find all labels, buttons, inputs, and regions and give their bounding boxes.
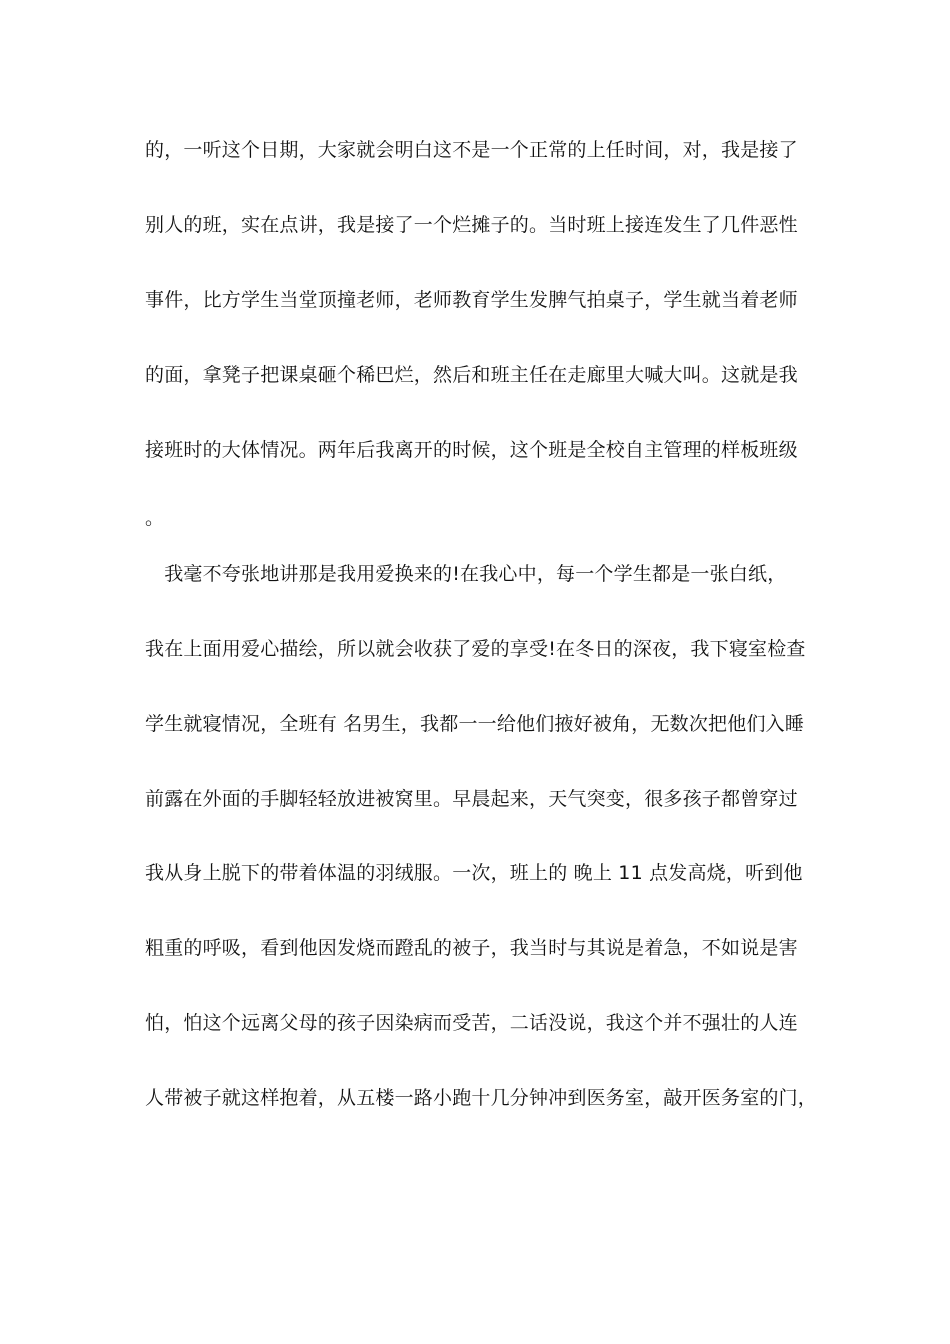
text-line: 学生就寝情况，全班有 名男生，我都一一给他们掖好被角，无数次把他们入睡 bbox=[145, 713, 805, 735]
text-line: 的面，拿凳子把课桌砸个稀巴烂，然后和班主任在走廊里大喊大叫。这就是我 bbox=[145, 364, 798, 386]
text-line: 别人的班，实在点讲，我是接了一个烂摊子的。当时班上接连发生了几件恶性 bbox=[145, 214, 798, 236]
text-line: 。 bbox=[145, 507, 165, 529]
text-line: 人带被子就这样抱着，从五楼一路小跑十几分钟冲到医务室，敲开医务室的门， bbox=[145, 1087, 818, 1109]
text-line: 的，一听这个日期，大家就会明白这不是一个正常的上任时间，对，我是接了 bbox=[145, 139, 798, 161]
text-line: 粗重的呼吸，看到他因发烧而蹬乱的被子，我当时与其说是着急，不如说是害 bbox=[145, 937, 798, 959]
text-line: 接班时的大体情况。两年后我离开的时候，这个班是全校自主管理的样板班级 bbox=[145, 439, 798, 461]
text-line: 前露在外面的手脚轻轻放进被窝里。早晨起来，天气突变，很多孩子都曾穿过 bbox=[145, 788, 798, 810]
text-line: 我从身上脱下的带着体温的羽绒服。一次，班上的 晚上 11 点发高烧，听到他 bbox=[145, 862, 803, 884]
text-line: 我在上面用爱心描绘，所以就会收获了爱的享受!在冬日的深夜，我下寝室检查 bbox=[145, 638, 806, 660]
text-line: 事件，比方学生当堂顶撞老师，老师教育学生发脾气拍桌子，学生就当着老师 bbox=[145, 289, 798, 311]
text-line: 我毫不夸张地讲那是我用爱换来的!在我心中，每一个学生都是一张白纸， bbox=[145, 563, 787, 585]
text-line: 怕，怕这个远离父母的孩子因染病而受苦，二话没说，我这个并不强壮的人连 bbox=[145, 1012, 798, 1034]
